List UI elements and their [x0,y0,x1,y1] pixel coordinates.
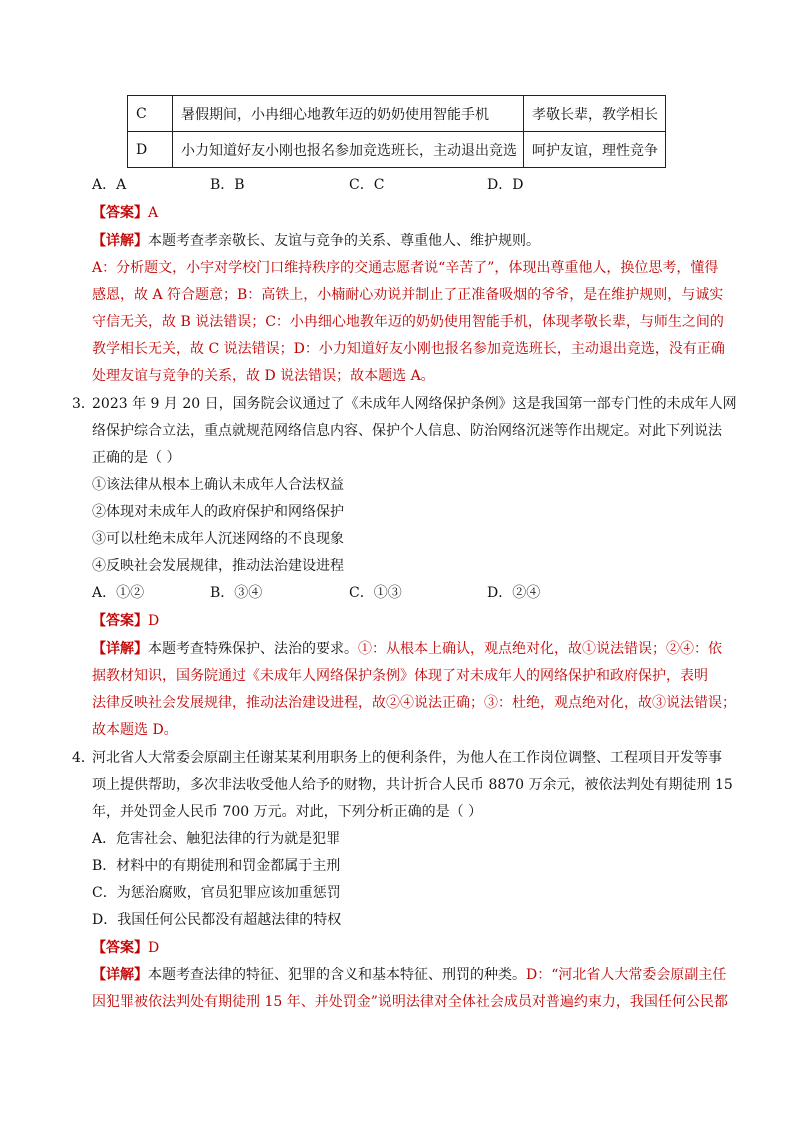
q2-answer [92,202,158,222]
table-row [128,132,666,168]
q3-choice-d: D．②④ [487,585,541,601]
detail-intro: 本题考查特殊保护、法治的要求。 [148,641,358,657]
answer-value: A [148,205,159,221]
q2-explain-line: 教学相长无关，故 C 说法错误；D：小力知道好友小刚也报名参加竞选班长，主动退出竞选，没有正确 [92,341,725,357]
q2-choice-a: A．A [92,177,127,193]
q4-stem-line: 项上提供帮助，多次非法收受他人给予的财物，共计折合人民币 8870 万余元，被依法判处有期徒刑 15 [92,777,733,793]
answer-tag: 【答案】 [92,613,148,629]
q3-explain-line: 故本题选 D。 [92,722,178,738]
detail-tag: 【详解】 [92,233,148,249]
q3-stem-line: 络保护综合立法，重点就规范网络信息内容、保护个人信息、防治网络沉迷等作出规定。对此下列说法 [92,423,722,439]
q3-explain-line: 法律反映社会发展规律，推动法治建设进程，故②④说法正确；③：杜绝，观点绝对化，故③说法错误； [92,695,736,711]
q4-choice-c: C．为惩治腐败，官员犯罪应该加重惩罚 [92,885,341,901]
q2-explain-line: A：分析题文，小宇对学校门口维持秩序的交通志愿者说“辛苦了”，体现出尊重他人，换位思考，懂得 [92,260,719,276]
q2-explain-line: 感恩，故 A 符合题意；B：高铁上，小楠耐心劝说并制止了正准备吸烟的爷爷，是在维护规则，与诚实 [92,287,724,303]
q3-statement: ②体现对未成年人的政府保护和网络保护 [92,504,344,520]
q4-stem-line: 年，并处罚金人民币 700 万元。对此，下列分析正确的是（ ） [92,804,483,820]
q2-explain-line: 守信无关，故 B 说法错误；C：小冉细心地教年迈的奶奶使用智能手机，体现孝敬长辈，与师生之间的 [92,314,724,330]
table-cell-option: C [128,96,173,132]
q2-choice-b: B．B [210,177,245,193]
q2-detail [92,230,540,250]
detail-rest: ①：从根本上确认，观点绝对化，故①说法错误；②④：依 [358,641,722,657]
q4-stem-line: 河北省人大常委会原副主任谢某某利用职务上的便利条件，为他人在工作岗位调整、工程项目开发等事 [92,750,722,766]
q4-choice-d: D．我国任何公民都没有超越法律的特权 [92,912,342,928]
answer-tag: 【答案】 [92,205,148,221]
table-cell-value: 呵护友谊，理性竞争 [524,132,666,168]
q3-explain-line: 据教材知识，国务院通过《未成年人网络保护条例》体现了对未成年人的网络保护和政府保护，表明 [92,668,708,684]
options-table [127,95,666,168]
question-number: 4． [72,750,95,766]
q4-choice-b: B．材料中的有期徒刑和罚金都属于主刑 [92,858,341,874]
table-cell-event: 暑假期间，小冉细心地教年迈的奶奶使用智能手机 [173,96,524,132]
q3-statement: ①该法律从根本上确认未成年人合法权益 [92,477,344,493]
q4-explain-line: 因犯罪被依法判处有期徒刑 15 年、并处罚金”说明法律对全体社会成员对普遍约束力，我国任何公民都 [92,994,728,1010]
question-number: 3． [72,396,95,412]
q3-stem-line: 2023 年 9 月 20 日，国务院会议通过了《未成年人网络保护条例》这是我国第一部专门性的未成年人网 [92,396,737,412]
answer-value: D [148,613,160,629]
detail-tag: 【详解】 [92,967,148,983]
detail-tag: 【详解】 [92,641,148,657]
q3-stem-line: 正确的是（ ） [92,450,181,466]
table-cell-value: 孝敬长辈，教学相长 [524,96,666,132]
table-cell-event: 小力知道好友小刚也报名参加竞选班长，主动退出竞选 [173,132,524,168]
q2-explain-line: 处理友谊与竞争的关系，故 D 说法错误；故本题选 A。 [92,368,435,384]
q3-choice-c: C．①③ [349,585,402,601]
q3-choice-b: B．③④ [210,585,263,601]
q2-choice-c: C．C [349,177,385,193]
q2-choice-d: D．D [487,177,524,193]
q3-answer [92,610,159,630]
q4-detail [92,964,726,984]
q4-answer [92,937,159,957]
q3-choice-a: A．①② [92,585,145,601]
answer-value: D [148,940,160,956]
q3-statement: ④反映社会发展规律，推动法治建设进程 [92,558,344,574]
q4-choice-a: A．危害社会、触犯法律的行为就是犯罪 [92,831,341,847]
detail-intro: 本题考查孝亲敬长、友谊与竞争的关系、尊重他人、维护规则。 [148,233,540,249]
q3-statement: ③可以杜绝未成年人沉迷网络的不良现象 [92,531,344,547]
q3-detail [92,638,722,658]
detail-intro: 本题考查法律的特征、犯罪的含义和基本特征、刑罚的种类。 [148,967,526,983]
table-cell-option: D [128,132,173,168]
answer-tag: 【答案】 [92,940,148,956]
detail-rest: D：“河北省人大常委会原副主任 [526,967,727,983]
table-row [128,96,666,132]
